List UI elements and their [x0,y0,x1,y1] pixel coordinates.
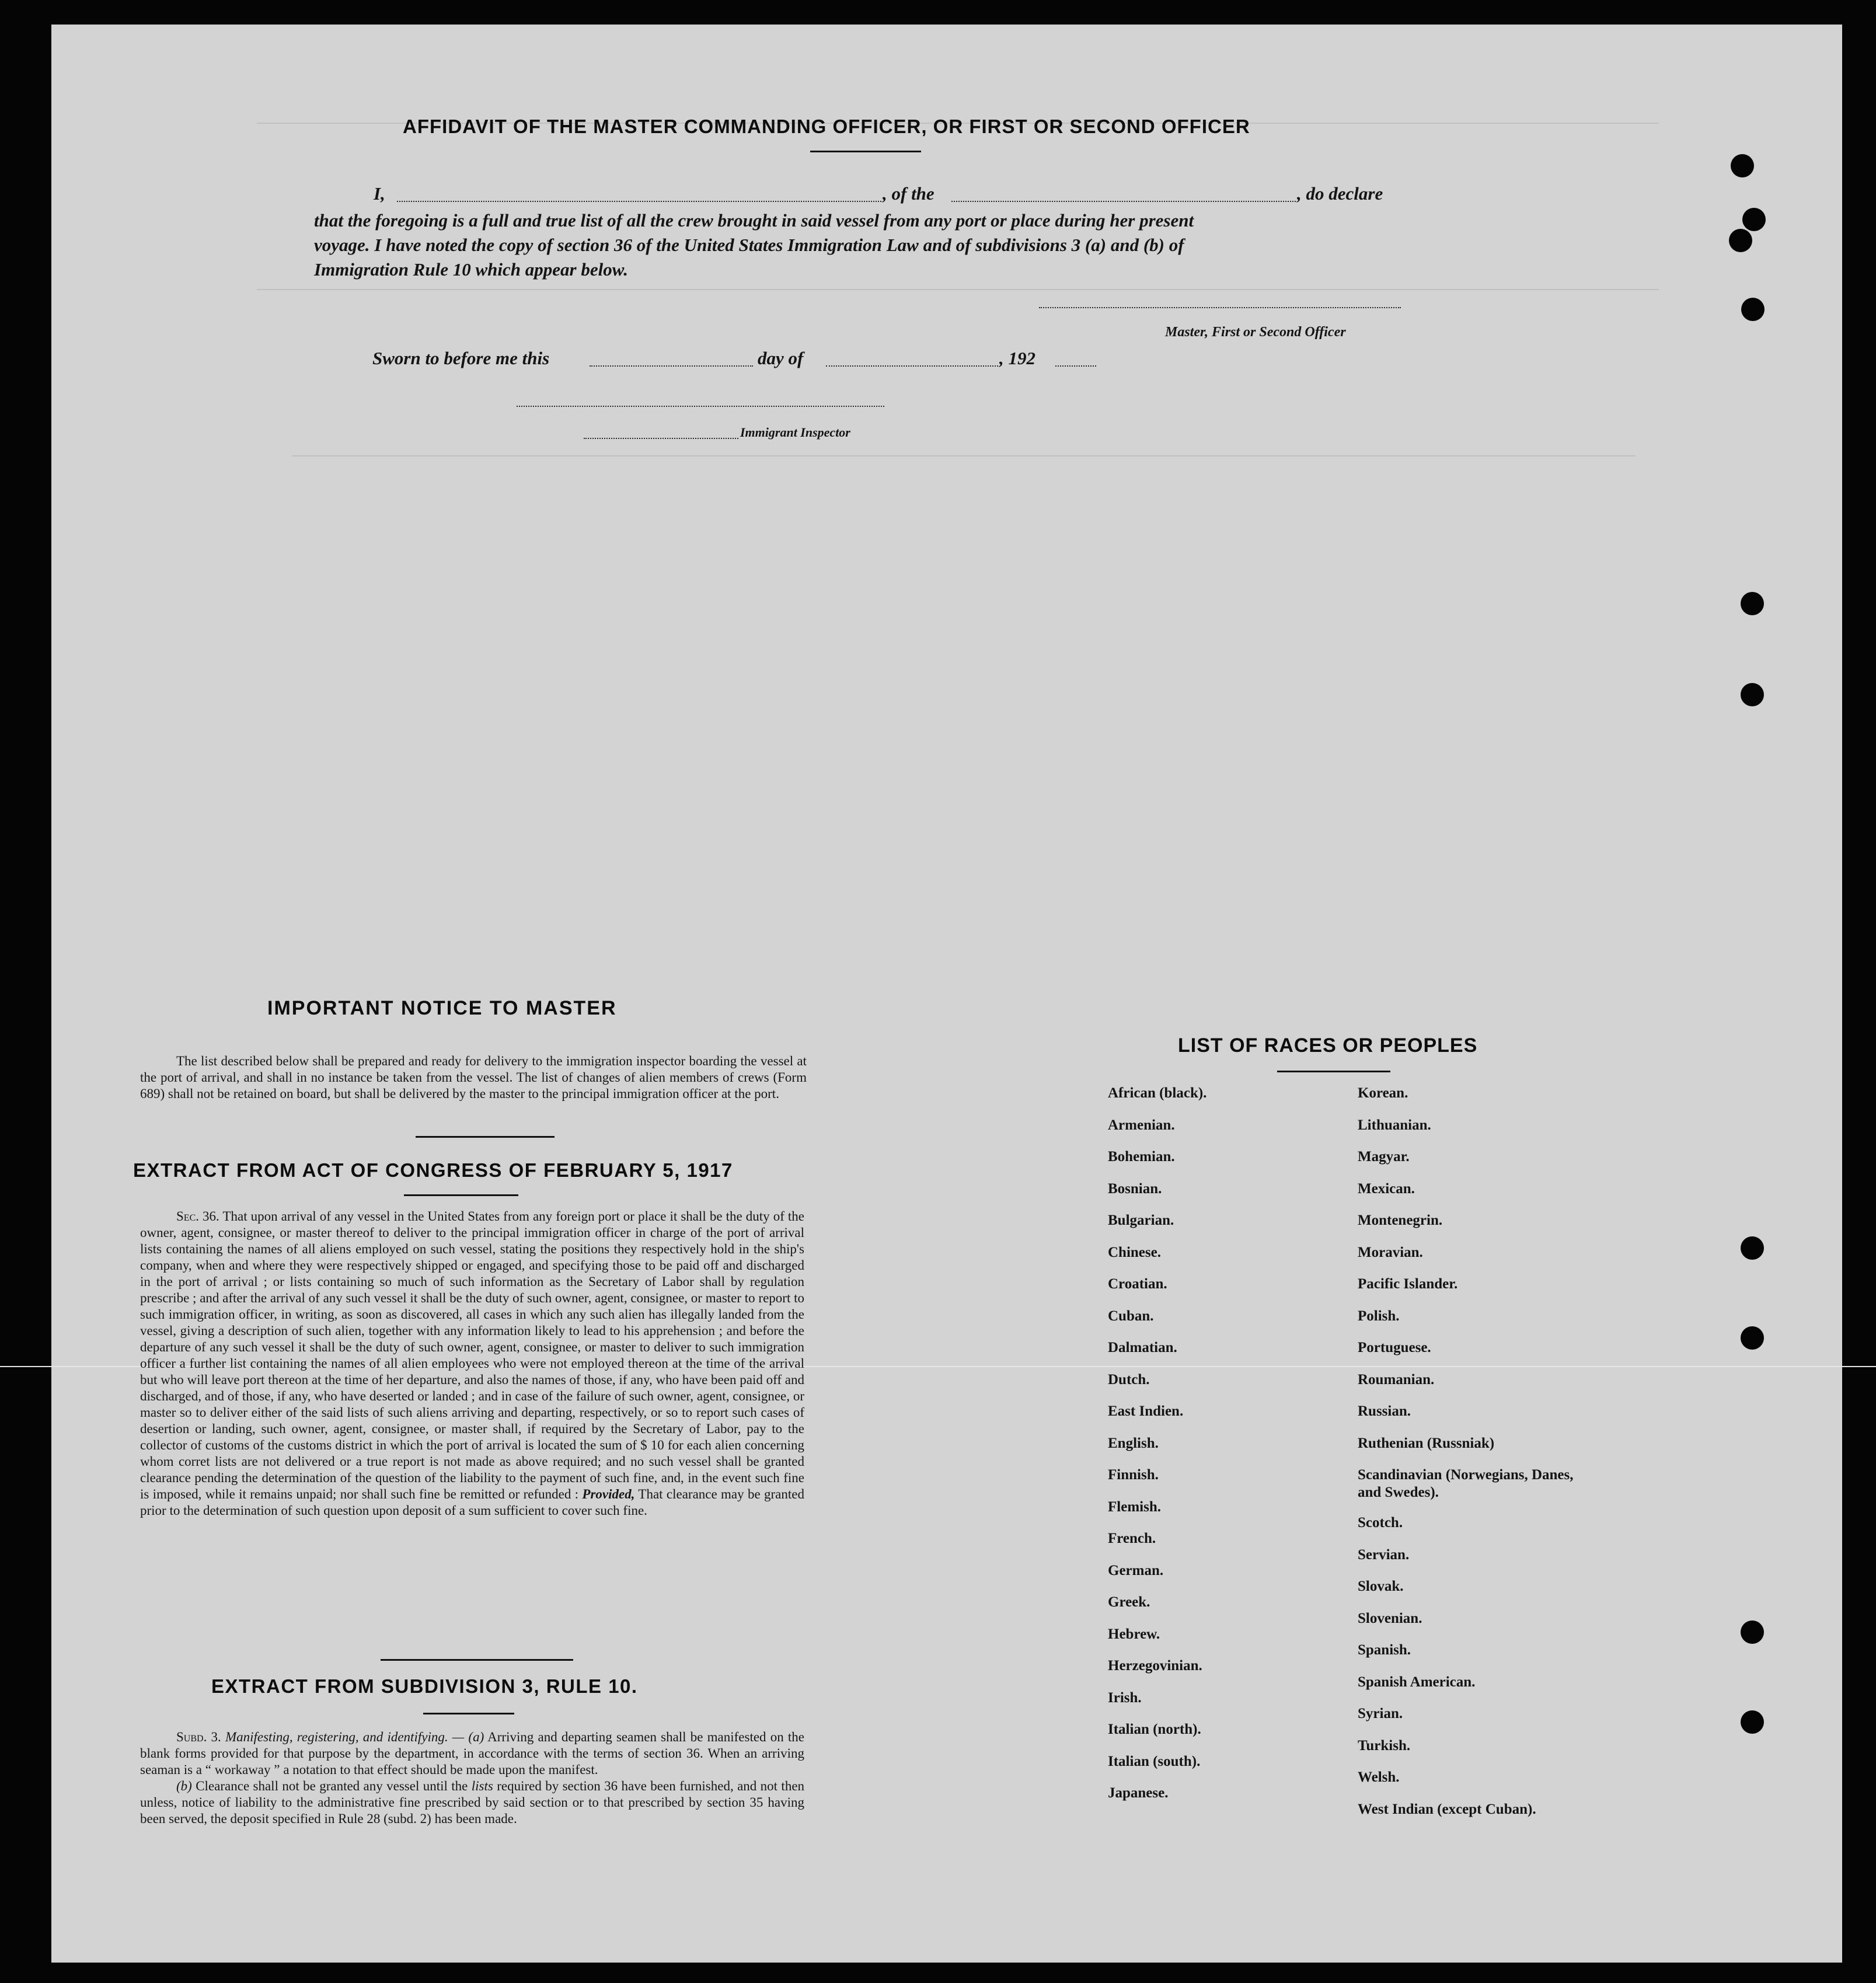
act-section-label: Sec. 36. [176,1209,219,1224]
vessel-blank [951,201,1296,202]
race-item: Flemish. [1108,1498,1161,1515]
race-item: Herzegovinian. [1108,1658,1202,1674]
binder-hole [1729,229,1752,252]
race-item: Dutch. [1108,1371,1150,1388]
races-title: LIST OF RACES OR PEOPLES [1178,1034,1478,1057]
para-a-text: Arriving and departing seamen shall be manifested on the blank forms provided for that purpose by the department, in accordance with the terms of section 36. When an arriving seaman is a “ workaway ” a notation to that effect should be made upon the manifest. [140,1730,805,1777]
master-signature-blank [1039,307,1401,308]
race-item: Scotch. [1358,1515,1403,1531]
inspector-blank [584,438,738,439]
race-item: Greek. [1108,1594,1150,1610]
race-item: Lithuanian. [1358,1117,1431,1133]
race-item: Japanese. [1108,1785,1169,1801]
sworn-month-blank [826,365,998,367]
binder-hole [1741,298,1765,321]
subd-label: Subd. 3. [176,1730,221,1744]
race-item: Croatian. [1108,1276,1167,1292]
act-paragraph [140,1208,804,1519]
para-a-mark: — (a) [452,1730,484,1744]
race-item: Korean. [1358,1085,1408,1101]
binder-hole [1741,1620,1764,1644]
races-underline [1277,1071,1390,1072]
notice-text: The list described below shall be prepared and ready for delivery to the immigration inspector boarding the vessel at the port of arrival, and shall in no instance be taken from the vessel. The list of changes of alien members of crews (Form 689) shall not be retained on board, but shall be delivered by the master to the principal immigration officer at the port. [140,1054,807,1101]
affidavit-line-4: Immigration Rule 10 which appear below. [314,259,628,280]
affidavit-title: AFFIDAVIT OF THE MASTER COMMANDING OFFICER, OR FIRST OR SECOND OFFICER [403,116,1250,137]
inspector-signature-blank [517,406,884,407]
races-column-1 [1108,1085,1330,1817]
races-column-2 [1358,1085,1579,1832]
binder-hole [1741,683,1764,706]
race-item: Armenian. [1108,1117,1175,1133]
bleed-through-line [292,455,1636,456]
name-blank [397,201,881,202]
race-item: Magyar. [1358,1149,1410,1165]
race-item: Cuban. [1108,1308,1154,1324]
binder-hole [1741,1236,1764,1260]
affidavit-line-2: that the foregoing is a full and true list of all the crew brought in said vessel from any port or place during her present [314,210,1194,231]
notice-rule [416,1136,555,1138]
race-item: Italian (north). [1108,1721,1201,1737]
race-item: Welsh. [1358,1769,1400,1785]
race-item: Slovenian. [1358,1610,1422,1626]
sworn-day-blank [590,365,753,367]
race-item: Roumanian. [1358,1371,1435,1388]
affidavit-declare: , do declare [1297,183,1383,204]
race-item: Pacific Islander. [1358,1276,1458,1292]
race-item: Montenegrin. [1358,1212,1443,1228]
sworn-prefix: Sworn to before me this [372,348,550,368]
race-item: Slovak. [1358,1578,1404,1594]
para-b-text-2: required by section 36 have been furnished, and not then unless, notice of liability to the administrative fine prescribed by said section or to that prescribed by section 35 having been served, the deposit specified in Rule 28 (subd. 2) has been made. [140,1779,805,1826]
sworn-year-blank [1055,365,1096,367]
inspector-label: Immigrant Inspector [740,425,850,440]
act-provided: Provided, [582,1487,635,1501]
sworn-day-of: day of [758,348,804,368]
race-item: Italian (south). [1108,1753,1201,1769]
race-item: German. [1108,1562,1164,1578]
affidavit-line-3: voyage. I have noted the copy of section 36 of the United States Immigration Law and of subdivisions 3 (a) and (b) of [314,235,1184,255]
race-item: Irish. [1108,1689,1142,1706]
race-item: Hebrew. [1108,1626,1160,1642]
race-item: Bulgarian. [1108,1212,1174,1228]
race-item: Syrian. [1358,1706,1403,1721]
race-item: English. [1108,1435,1159,1451]
para-b-mark: (b) [176,1779,192,1793]
act-rule [404,1194,518,1196]
race-item: Moravian. [1358,1244,1423,1260]
para-b-lists: lists [471,1779,493,1793]
race-item: French. [1108,1531,1156,1546]
race-item: Servian. [1358,1546,1410,1563]
act-text: That upon arrival of any vessel in the United States from any foreign port or place it shall be the duty of the owner, agent, consignee, or master thereof to deliver to the principal immigration officer in charge of the port of arrival lists containing the names of all aliens employed on such vessel, stating the positions they respectively hold in the ship's company, when and where they were respectively shipped or engaged, and specifying those to be paid off and discharged in the port of arrival ; or lists containing so much of such information as the Secretary of Labor shall by regulation prescribe ; and after the arrival of any such vessel it shall be the duty of such owner, agent, consignee, or master to report to such immigration officer, in writing, as soon as discovered, all cases in which any such alien has illegally landed from the vessel, giving a description of such alien, together with any information likely to lead to his apprehension ; and before the departure of any such vessel it shall be the duty of such owner, agent, consignee, or master to deliver to such immigration officer a further list containing the names of all alien employees who were not employed thereon at the time of the arrival but who will leave port thereon at the time of her departure, and also the names of those, if any, who have been paid off and discharged, and of those, if any, who have deserted or landed ; and in case of the failure of such owner, agent, consignee, or master so to deliver either of the said lists of such aliens arriving and departing, respectively, or so to report such cases of desertion or landing, such owner, agent, consignee, or master shall, if required by the Secretary of Labor, pay to the collector of customs of the customs district in which the port of arrival is located the sum of $ 10 for each alien concerning whom corret lists are not delivered or a true report is not made as above required; and no such vessel shall be granted clearance pending the determination of the question of the liability to the payment of such fine, and, in the event such fine is imposed, while it remains unpaid; nor shall such fine be remitted or refunded : [140,1209,804,1501]
race-item: Chinese. [1108,1244,1161,1260]
affidavit-i: I, [374,183,385,204]
race-item: Polish. [1358,1308,1400,1324]
race-item: Bohemian. [1108,1149,1175,1165]
race-item: Spanish American. [1358,1674,1476,1690]
binder-hole [1741,1326,1764,1350]
binder-hole [1731,154,1754,177]
bleed-through-line [257,289,1659,290]
affidavit-of-the: , of the [883,183,934,204]
rule-underline [423,1713,514,1714]
binder-hole [1741,1710,1764,1734]
race-item: Dalmatian. [1108,1340,1177,1355]
act-text-end: That clearance may be granted prior to the determination of such question upon deposit of a sum sufficient to cover such fine. [140,1487,804,1518]
race-item: African (black). [1108,1085,1207,1101]
race-item: Spanish. [1358,1642,1411,1658]
master-label: Master, First or Second Officer [1165,325,1346,340]
race-item: West Indian (except Cuban). [1358,1801,1536,1817]
rule-title: EXTRACT FROM SUBDIVISION 3, RULE 10. [211,1675,638,1697]
binder-hole [1742,208,1766,231]
race-item: Finnish. [1108,1467,1159,1483]
rule-paragraph [140,1729,804,1827]
notice-title: IMPORTANT NOTICE TO MASTER [267,997,617,1019]
subd-heading: Manifesting, registering, and identifying. [225,1730,448,1744]
race-item: Turkish. [1358,1737,1411,1754]
binder-hole [1741,592,1764,615]
race-item: Mexican. [1358,1180,1415,1197]
title-underline [810,151,921,152]
act-title: EXTRACT FROM ACT OF CONGRESS OF FEBRUARY 5, 1917 [133,1159,733,1181]
sworn-year: , 192 [999,348,1035,368]
act-end-rule [381,1659,573,1661]
notice-paragraph [140,1053,807,1102]
race-item: Scandinavian (Norwegians, Danes, and Swedes). [1358,1467,1574,1500]
race-item: Russian. [1358,1403,1411,1419]
race-item: Ruthenian (Russniak) [1358,1435,1495,1451]
para-b-text-1: Clearance shall not be granted any vessel until the [196,1779,468,1793]
race-item: Portuguese. [1358,1340,1431,1355]
race-item: East Indien. [1108,1403,1184,1419]
race-item: Bosnian. [1108,1180,1162,1197]
